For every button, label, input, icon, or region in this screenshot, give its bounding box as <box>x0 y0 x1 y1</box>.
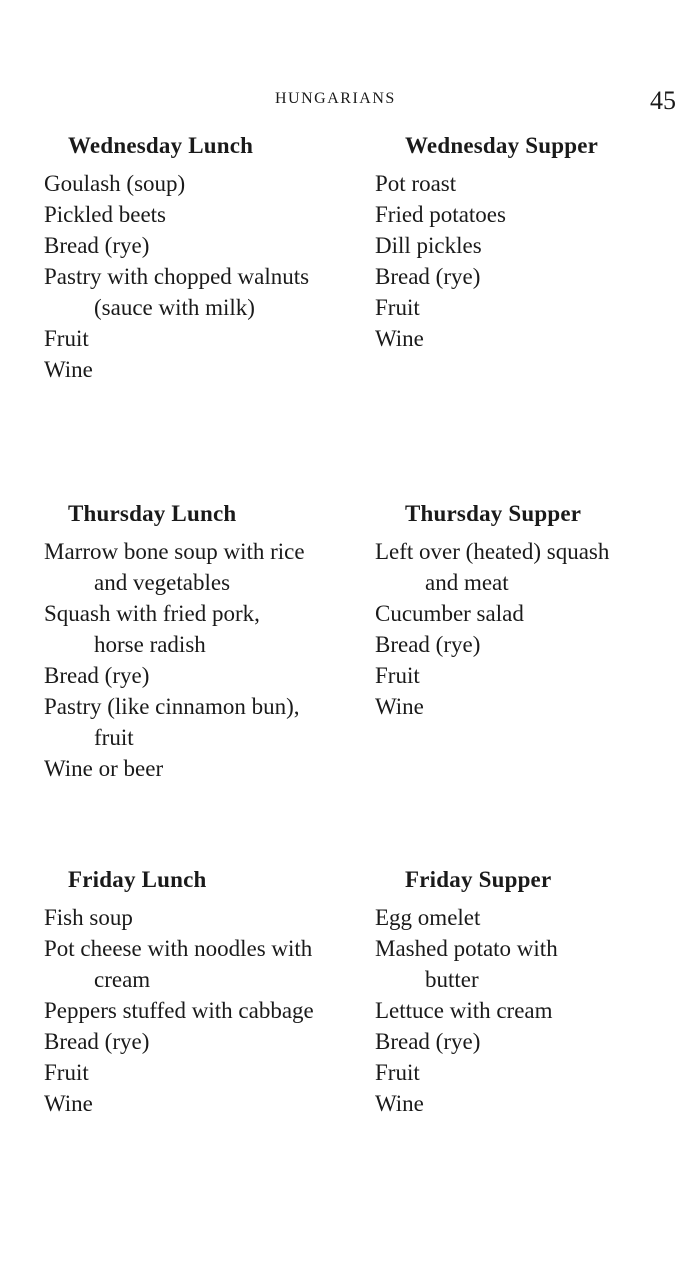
menu-item: Peppers stuffed with cabbage <box>44 998 314 1023</box>
menu-item: Bread (rye) <box>44 233 150 258</box>
meal-title: Thursday Lunch <box>68 501 237 526</box>
menu-item: Pot roast <box>375 171 457 196</box>
menu-item: Pastry (like cinnamon bun), fruit <box>44 694 300 750</box>
menu-items <box>44 168 329 385</box>
menu-item: Wine <box>44 357 93 382</box>
menu-item: Fruit <box>44 326 89 351</box>
menu-item: Mashed potato with butter <box>375 936 558 992</box>
menu-items <box>44 536 314 784</box>
wednesday-lunch-menu <box>44 132 329 385</box>
menu-item: Pickled beets <box>44 202 166 227</box>
menu-item: Cucumber salad <box>375 601 524 626</box>
menu-items <box>375 168 640 354</box>
menu-item: Bread (rye) <box>375 1029 481 1054</box>
menu-item: Bread (rye) <box>375 632 481 657</box>
friday-lunch-menu <box>44 866 314 1119</box>
meal-title: Thursday Supper <box>405 501 582 526</box>
menu-item: Dill pickles <box>375 233 482 258</box>
menu-items <box>375 536 625 722</box>
wednesday-supper-menu <box>375 132 640 354</box>
friday-supper-menu <box>375 866 600 1119</box>
meal-title: Wednesday Supper <box>405 133 599 158</box>
menu-item: Fruit <box>375 295 420 320</box>
menu-item: Bread (rye) <box>44 1029 150 1054</box>
menu-item: Wine <box>375 326 424 351</box>
menu-item: Fried potatoes <box>375 202 506 227</box>
meal-title: Friday Lunch <box>68 867 207 892</box>
menu-item: Left over (heated) squash and meat <box>375 539 610 595</box>
menu-item: Wine or beer <box>44 756 164 781</box>
thursday-lunch-menu <box>44 500 314 784</box>
menu-item: Fish soup <box>44 905 133 930</box>
meal-title: Wednesday Lunch <box>68 133 254 158</box>
menu-item: Bread (rye) <box>44 663 150 688</box>
menu-item: Lettuce with cream <box>375 998 553 1023</box>
menu-items <box>375 902 600 1119</box>
running-head <box>0 86 700 115</box>
menu-item: Squash with fried pork, horse radish <box>44 601 260 657</box>
menu-item: Goulash (soup) <box>44 171 186 196</box>
meal-title: Friday Supper <box>405 867 552 892</box>
menu-item: Wine <box>375 1091 424 1116</box>
menu-item: Wine <box>375 694 424 719</box>
menu-item: Fruit <box>44 1060 89 1085</box>
menu-item: Wine <box>44 1091 93 1116</box>
running-title: HUNGARIANS <box>275 90 396 107</box>
menu-item: Egg omelet <box>375 905 481 930</box>
menu-item: Marrow bone soup with rice and vegetables <box>44 539 305 595</box>
menu-item: Bread (rye) <box>375 264 481 289</box>
menu-items <box>44 902 314 1119</box>
thursday-supper-menu <box>375 500 625 722</box>
menu-item: Fruit <box>375 1060 420 1085</box>
menu-item: Pot cheese with noodles with cream <box>44 936 313 992</box>
page-number: 45 <box>650 86 676 115</box>
menu-item: Pastry with chopped walnuts (sauce with milk) <box>44 264 310 320</box>
menu-item: Fruit <box>375 663 420 688</box>
